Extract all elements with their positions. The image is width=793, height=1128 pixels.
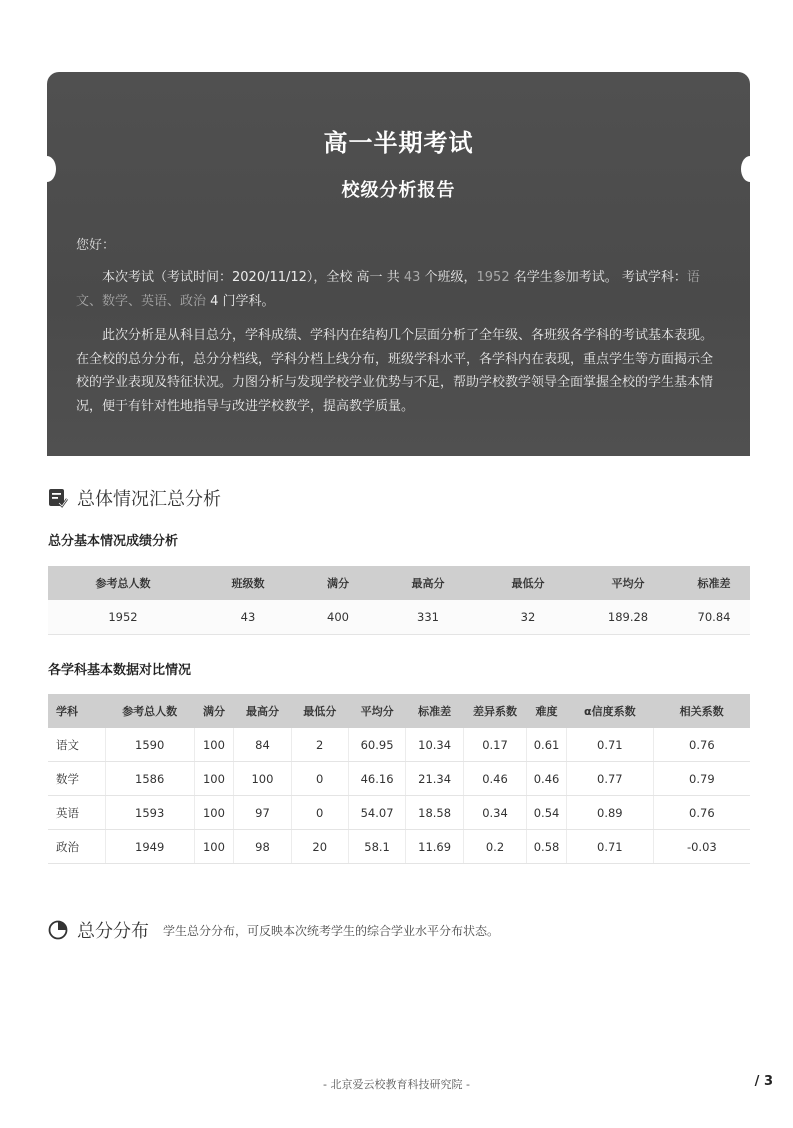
table-cell: 0.61 — [527, 728, 567, 762]
table-cell: 43 — [198, 600, 298, 635]
report-subtitle: 校级分析报告 — [341, 180, 456, 201]
table-cell: 1586 — [105, 762, 194, 796]
table-cell: 0.71 — [566, 830, 653, 864]
overview-section-title: 总体情况汇总分析 — [48, 485, 221, 511]
table-cell: 2 — [291, 728, 348, 762]
report-icon — [48, 488, 68, 508]
table-cell: 政治 — [48, 830, 105, 864]
table-cell: 0.17 — [463, 728, 526, 762]
table-row — [48, 796, 750, 830]
table-cell: 20 — [291, 830, 348, 864]
column-header: 班级数 — [198, 566, 298, 600]
column-header: 标准差 — [406, 694, 464, 728]
table-cell: 1590 — [105, 728, 194, 762]
table-cell: 0.76 — [653, 728, 750, 762]
table-header-row — [48, 566, 750, 600]
column-header: 平均分 — [348, 694, 406, 728]
table-cell: 0.2 — [463, 830, 526, 864]
table-cell: 18.58 — [406, 796, 464, 830]
footer-org: - 北京爱云校教育科技研究院 - — [323, 1078, 470, 1091]
table-cell: 32 — [478, 600, 578, 635]
table-cell: 0.46 — [527, 762, 567, 796]
table-cell: 0.77 — [566, 762, 653, 796]
table-cell: 21.34 — [406, 762, 464, 796]
column-header: 参考总人数 — [105, 694, 194, 728]
table-cell: 0.54 — [527, 796, 567, 830]
table-cell: 10.34 — [406, 728, 464, 762]
column-header: 最低分 — [478, 566, 578, 600]
class-count: 43 — [403, 270, 421, 285]
table-cell: 100 — [234, 762, 291, 796]
table-cell: 0.89 — [566, 796, 653, 830]
table-cell: 97 — [234, 796, 291, 830]
table-cell: -0.03 — [653, 830, 750, 864]
table-header-row — [48, 694, 750, 728]
table-cell: 70.84 — [678, 600, 750, 635]
column-header: 难度 — [527, 694, 567, 728]
subject-comparison-table — [48, 694, 750, 864]
subject-list: 语文、数学、英语、政治 — [76, 270, 700, 309]
column-header: 差异系数 — [463, 694, 526, 728]
column-header: 最低分 — [291, 694, 348, 728]
table-cell: 11.69 — [406, 830, 464, 864]
table-cell: 331 — [378, 600, 478, 635]
table-cell: 100 — [194, 762, 234, 796]
subject-table-title: 各学科基本数据对比情况 — [48, 663, 192, 678]
table-cell: 0 — [291, 762, 348, 796]
distribution-section-title: 总分分布 学生总分分布，可反映本次统考学生的综合学业水平分布状态。 — [48, 917, 499, 943]
table-cell: 100 — [194, 728, 234, 762]
column-header: α信度系数 — [566, 694, 653, 728]
table-cell: 100 — [194, 830, 234, 864]
report-title: 高一半期考试 — [323, 129, 474, 157]
table-cell: 0.76 — [653, 796, 750, 830]
table-cell: 60.95 — [348, 728, 406, 762]
table-cell: 84 — [234, 728, 291, 762]
table-cell: 400 — [298, 600, 378, 635]
table-cell: 0.79 — [653, 762, 750, 796]
table-cell: 46.16 — [348, 762, 406, 796]
table-row — [48, 762, 750, 796]
table-cell: 数学 — [48, 762, 105, 796]
table-cell: 189.28 — [578, 600, 678, 635]
total-score-summary-table — [48, 566, 750, 635]
table-row — [48, 830, 750, 864]
table-cell: 语文 — [48, 728, 105, 762]
column-header: 满分 — [298, 566, 378, 600]
table-cell: 58.1 — [348, 830, 406, 864]
exam-intro: 本次考试（考试时间：2020/11/12），全校 高一 共 43 个班级，1952 名学生参加考试。 考试学科：语文、数学、英语、政治 4 门学科。 — [76, 270, 700, 309]
table-cell: 1593 — [105, 796, 194, 830]
column-header: 平均分 — [578, 566, 678, 600]
table-cell: 1949 — [105, 830, 194, 864]
table-row — [48, 600, 750, 635]
table-cell: 英语 — [48, 796, 105, 830]
column-header: 满分 — [194, 694, 234, 728]
greeting: 您好： — [76, 238, 116, 253]
table-cell: 0.34 — [463, 796, 526, 830]
table-cell: 0.58 — [527, 830, 567, 864]
pie-chart-icon — [48, 920, 68, 940]
column-header: 最高分 — [234, 694, 291, 728]
table-cell: 0.46 — [463, 762, 526, 796]
column-header: 学科 — [48, 694, 105, 728]
report-header-banner — [47, 72, 750, 456]
column-header: 最高分 — [378, 566, 478, 600]
table-cell: 1952 — [48, 600, 198, 635]
table-cell: 0 — [291, 796, 348, 830]
column-header: 相关系数 — [653, 694, 750, 728]
table-row — [48, 728, 750, 762]
distribution-note: 学生总分分布，可反映本次统考学生的综合学业水平分布状态。 — [163, 923, 500, 938]
column-header: 参考总人数 — [48, 566, 198, 600]
page-number: / 3 — [754, 1074, 773, 1089]
column-header: 标准差 — [678, 566, 750, 600]
analysis-description: 此次分析是从科目总分，学科成绩、学科内在结构几个层面分析了全年级、各班级各学科的考试基本表现。在全校的总分分布，总分分档线，学科分档上线分布，班级学科水平，各学科内在表现，重点学生等方面揭示全校的学业表现及特征状况。力图分析与发现学校学业优势与不足，帮助学校教学领导全面掌握全校的学生基本情况，便于有针对性地指导与改进学校教学，提高教学质量。 — [76, 328, 714, 414]
table-cell: 54.07 — [348, 796, 406, 830]
summary-table-title: 总分基本情况成绩分析 — [48, 534, 179, 549]
table-cell: 98 — [234, 830, 291, 864]
table-cell: 100 — [194, 796, 234, 830]
table-cell: 0.71 — [566, 728, 653, 762]
student-count: 1952 — [476, 270, 510, 285]
